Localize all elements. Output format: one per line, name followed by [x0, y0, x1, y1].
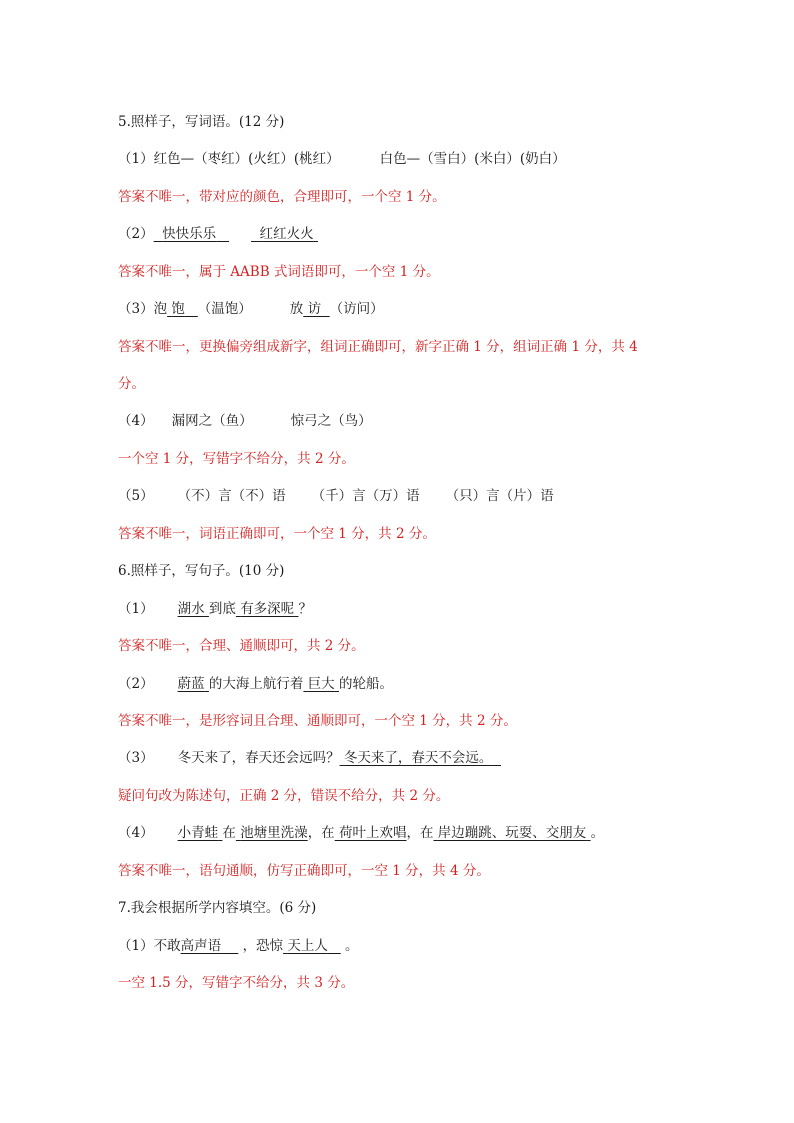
- item-number: （2）: [118, 226, 154, 242]
- answer-blank: 有多深呢: [240, 601, 295, 617]
- item-text-right: 白色—（雪白）(米白）(奶白）: [379, 151, 566, 167]
- answer-blank: 池塘里洗澡: [240, 825, 308, 841]
- answer-blank: 访: [307, 301, 322, 317]
- q6-answer-2: 答案不唯一，是形容词且合理、通顺即可，一个空 1 分，共 2 分。: [118, 713, 517, 729]
- q5-answer-3-line-1: 答案不唯一，更换偏旁组成新字，组词正确即可，新字正确 1 分，组词正确 1 分，共 4: [118, 339, 638, 355]
- item-number: （5）: [118, 488, 154, 504]
- q6-answer-4: 答案不唯一，语句通顺，仿写正确即可，一空 1 分，共 4 分。: [118, 863, 490, 879]
- item-number: （1）: [118, 151, 154, 167]
- q5-answer-4: 一个空 1 分，写错字不给分，共 2 分。: [118, 451, 355, 467]
- q7-item-1: （1）不敢高声语 ，恐惊 天上人 。: [118, 938, 359, 954]
- answer-blank: 荷叶上欢唱: [338, 825, 407, 841]
- item-number: （3）: [118, 301, 154, 317]
- answer-blank: 饱: [171, 301, 185, 317]
- answer-blank: 蔚蓝: [177, 676, 205, 692]
- answer-blank: 岸边蹦跳、玩耍、交朋友: [437, 825, 587, 841]
- answer-blank: 巨大: [307, 676, 335, 692]
- q5-title: 5.照样子，写词语。(12 分): [118, 114, 285, 130]
- item-number: （3）: [118, 750, 154, 766]
- q5-item-5: （5） （不）言（不）语 （千）言（万）语 （只）言（片）语: [118, 488, 554, 504]
- q6-answer-1: 答案不唯一，合理、通顺即可，共 2 分。: [118, 638, 365, 654]
- item-text-left: 红色—（枣红）(火红）(桃红）: [153, 151, 340, 167]
- answer-blank: 高声语: [180, 938, 222, 954]
- answer-blank: 湖水: [177, 601, 205, 617]
- answer-blank: 冬天来了，春天不会远。: [343, 750, 493, 766]
- q5-answer-2: 答案不唯一，属于 AABB 式词语即可，一个空 1 分。: [118, 264, 440, 280]
- item-number: （4）: [118, 413, 154, 429]
- q5-item-1: [118, 149, 754, 169]
- answer-blank: 快快乐乐: [162, 226, 217, 242]
- item-number: （2）: [118, 676, 154, 692]
- q6-item-2: （2） 蔚蓝 的大海上航行着 巨大 的轮船。: [118, 676, 393, 692]
- answer-blank: 小青蛙: [177, 825, 219, 841]
- item-number: （1）: [118, 601, 154, 617]
- q6-item-4: （4） 小青蛙 在 池塘里洗澡，在 荷叶上欢唱，在 岸边蹦跳、玩耍、交朋友 。: [118, 825, 605, 841]
- item-number: （1）: [118, 938, 154, 954]
- q5-answer-3-line-2: 分。: [118, 376, 145, 392]
- q6-title: 6.照样子，写句子。(10 分): [118, 563, 285, 579]
- q7-answer-1: 一空 1.5 分，写错字不给分，共 3 分。: [118, 975, 355, 991]
- answer-blank: 红红火火: [259, 226, 314, 242]
- q6-item-1: （1） 湖水 到底 有多深呢 ？: [118, 601, 312, 617]
- q6-item-3: （3） 冬天来了，春天还会远吗？ 冬天来了，春天不会远。: [118, 748, 754, 768]
- q5-item-3: （3）泡 饱 （温饱） 放 访 （访问）: [118, 301, 384, 317]
- q5-answer-1: 答案不唯一，带对应的颜色，合理即可，一个空 1 分。: [118, 189, 446, 205]
- q5-answer-5: 答案不唯一，词语正确即可，一个空 1 分，共 2 分。: [118, 526, 436, 542]
- q5-item-2: [118, 224, 754, 244]
- item-number: （4）: [118, 825, 154, 841]
- q6-answer-3: 疑问句改为陈述句，正确 2 分，错误不给分，共 2 分。: [118, 788, 450, 804]
- answer-blank: 天上人: [287, 938, 328, 954]
- q7-title: 7.我会根据所学内容填空。(6 分): [118, 900, 317, 916]
- q5-item-4: （4） 漏网之（鱼） 惊弓之（鸟）: [118, 413, 372, 429]
